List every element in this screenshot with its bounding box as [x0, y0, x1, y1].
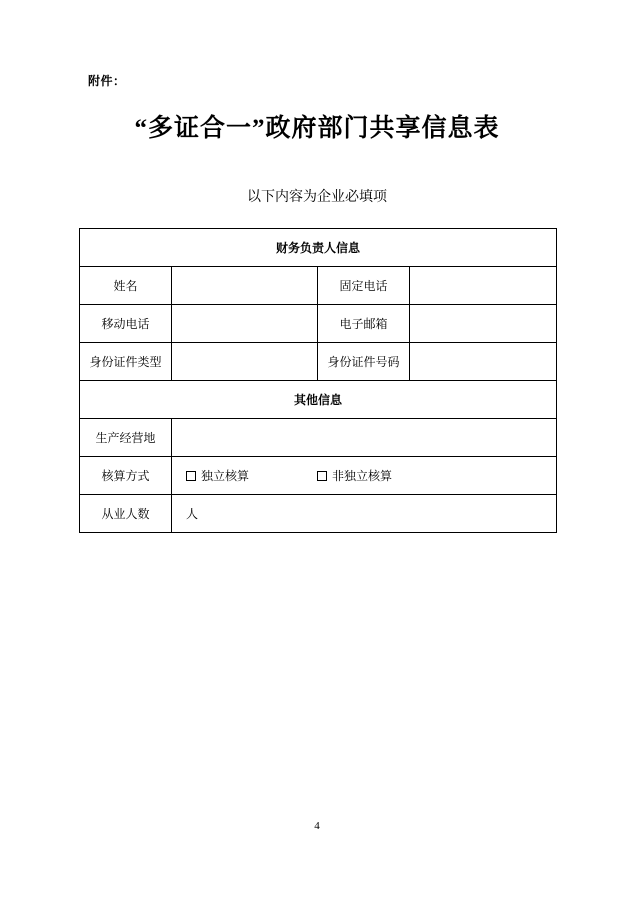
radio-non-independent-accounting[interactable]: [317, 467, 392, 484]
table-row: [80, 495, 557, 533]
checkbox-icon[interactable]: [186, 471, 196, 481]
field-landline[interactable]: [410, 267, 557, 305]
table-row: [80, 305, 557, 343]
field-employee-count[interactable]: [172, 495, 557, 533]
checkbox-icon[interactable]: [317, 471, 327, 481]
label-accounting-method: 核算方式: [80, 457, 172, 495]
table-row: [80, 229, 557, 267]
field-id-type[interactable]: [172, 343, 318, 381]
table-row: [80, 267, 557, 305]
accounting-method-options: [178, 467, 550, 484]
section-header-finance: 财务负责人信息: [80, 229, 557, 267]
field-accounting-method: [172, 457, 557, 495]
radio-non-independent-accounting-label: 非独立核算: [332, 469, 393, 483]
attachment-label: 附件：: [88, 74, 126, 88]
label-name: 姓名: [80, 267, 172, 305]
table-row: [80, 381, 557, 419]
shared-info-table: [79, 228, 557, 533]
page-number: 4: [314, 820, 320, 832]
label-mobile: 移动电话: [80, 305, 172, 343]
label-id-type: 身份证件类型: [80, 343, 172, 381]
section-header-other: 其他信息: [80, 381, 557, 419]
radio-independent-accounting[interactable]: [186, 467, 249, 484]
page-title: “多证合一”政府部门共享信息表: [134, 115, 500, 142]
radio-independent-accounting-label: 独立核算: [201, 469, 250, 483]
field-id-number[interactable]: [410, 343, 557, 381]
field-name[interactable]: [172, 267, 318, 305]
field-business-location[interactable]: [172, 419, 557, 457]
label-business-location: 生产经营地: [80, 419, 172, 457]
table-row: [80, 343, 557, 381]
table-row: [80, 457, 557, 495]
label-email: 电子邮箱: [318, 305, 410, 343]
label-landline: 固定电话: [318, 267, 410, 305]
field-mobile[interactable]: [172, 305, 318, 343]
table-row: [80, 419, 557, 457]
label-employee-count: 从业人数: [80, 495, 172, 533]
field-email[interactable]: [410, 305, 557, 343]
label-id-number: 身份证件号码: [318, 343, 410, 381]
employee-count-unit: 人: [186, 507, 199, 521]
form-subtitle: 以下内容为企业必填项: [247, 190, 387, 205]
